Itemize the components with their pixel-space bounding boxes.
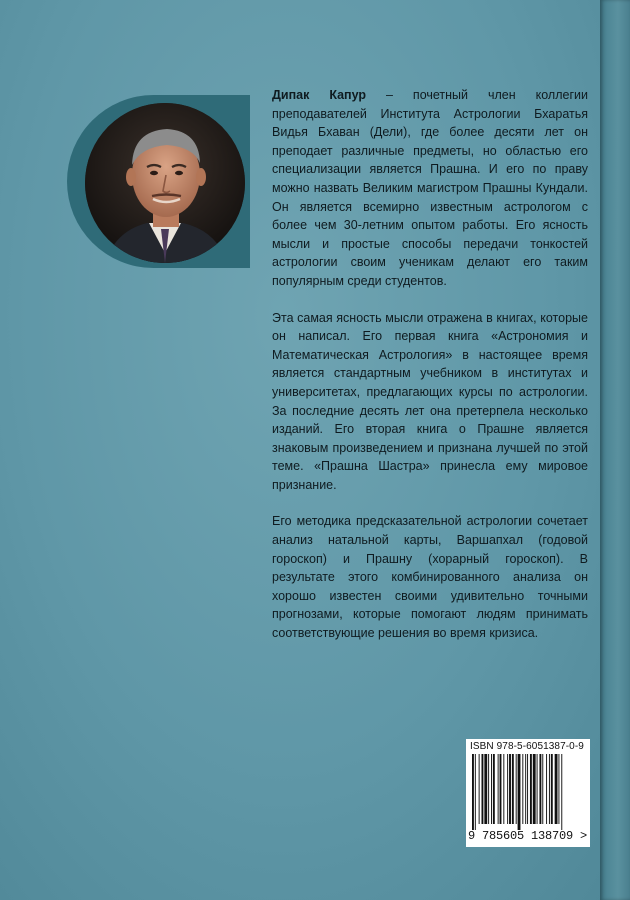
barcode-bars (472, 754, 584, 830)
isbn-label: ISBN 978-5-6051387-0-9 (470, 741, 584, 752)
bio-paragraph-3: Его методика предсказательной астрологии сочетает анализ натальной карты, Варшапхал (годовой гороскоп) и Прашну (хорарный гороскоп). В результате этого комбинированного анализа он хорошо известен своими удивительно точными прогнозами, которые помогают людям принимать соответствующие решения во время кризиса. (272, 514, 588, 641)
book-spine-edge (600, 0, 630, 900)
author-photo (85, 103, 245, 263)
bio-paragraph-1 (272, 86, 588, 291)
author-bio (272, 86, 588, 661)
bio-paragraph-2: Эта самая ясность мысли отражена в книгах, которые он написал. Его первая книга «Астрономия и Математическая Астрология» в настоящее время является стандартным учебником в институтах и университетах, предлагающих курсы по астрологии. За последние десять лет она претерпела несколько изданий. Его вторая книга о Прашне является знаковым произведением и признана лучшей по этой теме. «Прашна Шастра» принесла ему мировое признание. (272, 310, 588, 492)
bio-paragraph-1-text: – почетный член коллегии преподавателей Института Астрологии Бхаратья Видья Бхаван (Дели), где более десяти лет он преподает различные предметы, но областью его специализации является Прашна. И его по праву можно назвать Великим магистром Прашны Кундали. Он является всемирно известным астрологом с более чем 30-летним опытом работы. Его ясность мысли и простые способы передачи тонкостей астрологии своим ученикам делают его таким популярным среди студентов. (272, 88, 588, 288)
barcode-digits: 9 785605 138709 > (468, 829, 588, 843)
author-name: Дипак Капур (272, 88, 367, 102)
isbn-barcode (466, 739, 590, 847)
